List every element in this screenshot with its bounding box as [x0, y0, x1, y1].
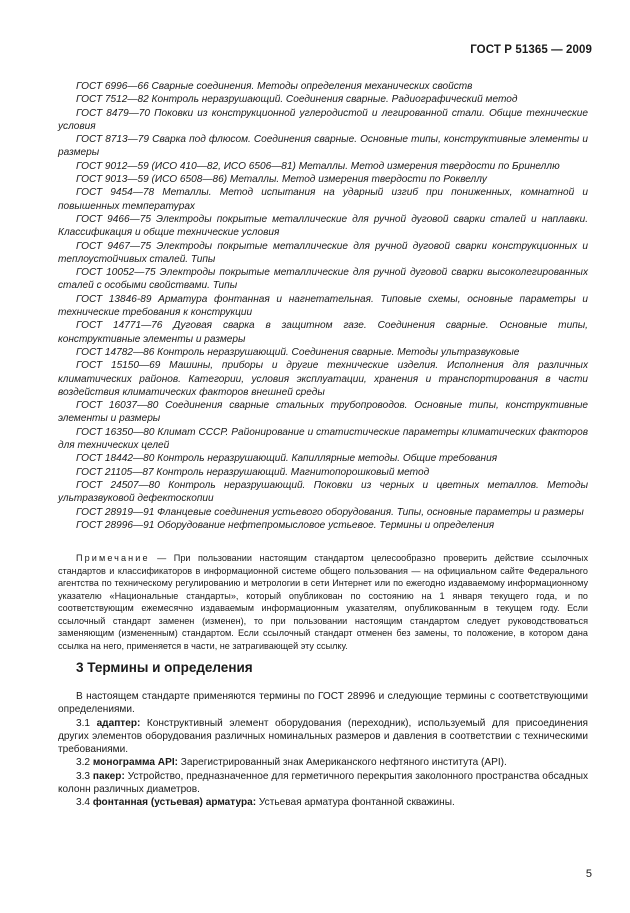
- reference-item: ГОСТ 10052—75 Электроды покрытые металлические для ручной дуговой сварки высоколегированных сталей с особыми свойствами. Типы: [58, 267, 588, 292]
- reference-item: ГОСТ 14771—76 Дуговая сварка в защитном газе. Соединения сварные. Основные типы, конструктивные элементы и размеры: [58, 320, 588, 345]
- reference-item: ГОСТ 8713—79 Сварка под флюсом. Соединения сварные. Основные типы, конструктивные элементы и размеры: [58, 134, 588, 159]
- terms-section: [58, 690, 588, 810]
- term-name: фонтанная (устьевая) арматура:: [92, 797, 257, 809]
- reference-item: ГОСТ 9013—59 (ИСО 6508—86) Металлы. Метод измерения твердости по Роквеллу: [76, 174, 487, 186]
- term-number: 3.4: [76, 797, 93, 809]
- term-name: адаптер:: [96, 717, 141, 729]
- document-code: ГОСТ Р 51365 — 2009: [470, 44, 592, 56]
- reference-item: ГОСТ 15150—69 Машины, приборы и другие технические изделия. Исполнения для различных климатических районов. Категории, условия эксплуатации, хранения и транспортирования в части воздействия климатических факторов внешней среды: [58, 360, 588, 398]
- reference-item: ГОСТ 14782—86 Контроль неразрушающий. Соединения сварные. Методы ультразвуковые: [76, 346, 520, 358]
- term-definition: [58, 756, 588, 769]
- term-definition: [58, 796, 588, 809]
- term-number: 3.3: [76, 770, 93, 782]
- note-paragraph: [58, 552, 588, 652]
- term-text: Устройство, предназначенное для герметичного перекрытия заколонного пространства обсадных колонн различных диаметров.: [58, 770, 589, 796]
- reference-item: ГОСТ 13846-89 Арматура фонтанная и нагнетательная. Типовые схемы, основные параметры и технические требования к конструкции: [58, 293, 588, 319]
- note-label: Примечание: [76, 553, 150, 563]
- reference-item: ГОСТ 9466—75 Электроды покрытые металлические для ручной дуговой сварки сталей и наплавки. Классификация и общие технические условия: [58, 213, 588, 239]
- page-number: 5: [585, 868, 592, 880]
- section-intro: В настоящем стандарте применяются термины по ГОСТ 28996 и следующие термины с соответствующими определениями.: [58, 691, 588, 716]
- reference-item: ГОСТ 9454—78 Металлы. Метод испытания на ударный изгиб при пониженных, комнатной и повышенных температурах: [58, 187, 588, 212]
- reference-item: ГОСТ 9012—59 (ИСО 410—82, ИСО 6506—81) Металлы. Метод измерения твердости по Бринеллю: [76, 160, 560, 172]
- term-definition: [58, 770, 588, 797]
- section-title: 3 Термины и определения: [76, 660, 253, 675]
- reference-item: ГОСТ 8479—70 Поковки из конструкционной углеродистой и легированной стали. Общие технические условия: [58, 107, 588, 132]
- reference-item: ГОСТ 9467—75 Электроды покрытые металлические для ручной дуговой сварки конструкционных и теплоустойчивых сталей. Типы: [58, 240, 588, 265]
- reference-item: ГОСТ 28996—91 Оборудование нефтепромысловое устьевое. Термины и определения: [76, 519, 495, 531]
- normative-references-list: [58, 80, 588, 532]
- term-definition: [58, 717, 588, 757]
- reference-item: ГОСТ 21105—87 Контроль неразрушающий. Магнитопорошковый метод: [76, 466, 430, 478]
- reference-item: ГОСТ 6996—66 Сварные соединения. Методы определения механических свойств: [76, 81, 473, 92]
- reference-item: ГОСТ 18442—80 Контроль неразрушающий. Капиллярные методы. Общие требования: [76, 453, 498, 465]
- reference-item: ГОСТ 7512—82 Контроль неразрушающий. Соединения сварные. Радиографический метод: [76, 94, 518, 106]
- reference-item: ГОСТ 16350—80 Климат СССР. Районирование и статистические параметры климатических факторов для технических целей: [58, 426, 588, 452]
- reference-item: ГОСТ 28919—91 Фланцевые соединения устьевого оборудования. Типы, основные параметры и размеры: [76, 506, 584, 518]
- term-number: 3.2: [76, 757, 93, 769]
- reference-item: ГОСТ 16037—80 Соединения сварные стальных трубопроводов. Основные типы, конструктивные элементы и размеры: [58, 400, 588, 425]
- term-name: пакер:: [92, 770, 125, 782]
- note-text: — При пользовании настоящим стандартом целесообразно проверить действие ссылочных стандартов и классификаторов в информационной системе общего пользования — на официальном сайте Федерального агентства по техническому регулированию и метрологии в сети Интернет или по ежегодно издаваемому информационному указателю «Национальные стандарты», который опубликован по состоянию на 1 января текущего года, и по соответствующим ежемесячно издаваемым информационным указателям, опубликованным в текущем году. Если ссылочный стандарт заменен (изменен), то при пользовании настоящим стандартом следует руководствоваться заменяющим (измененным) стандартом. Если ссылочный стандарт отменен без замены, то положение, в котором дана ссылка на него, применяется в части, не затрагивающей эту ссылку.: [58, 553, 588, 651]
- term-text: Зарегистрированный знак Американского нефтяного института (API).: [178, 757, 507, 769]
- reference-item: ГОСТ 24507—80 Контроль неразрушающий. Поковки из черных и цветных металлов. Методы ультразвуковой дефектоскопии: [58, 479, 588, 505]
- term-text: Устьевая арматура фонтанной скважины.: [256, 797, 455, 809]
- term-name: монограмма API:: [92, 757, 178, 769]
- term-number: 3.1: [76, 717, 97, 729]
- term-text: Конструктивный элемент оборудования (переходник), используемый для присоединения других элементов оборудования различных номинальных размеров и давления в соответствии с техническими требованиями.: [58, 717, 588, 756]
